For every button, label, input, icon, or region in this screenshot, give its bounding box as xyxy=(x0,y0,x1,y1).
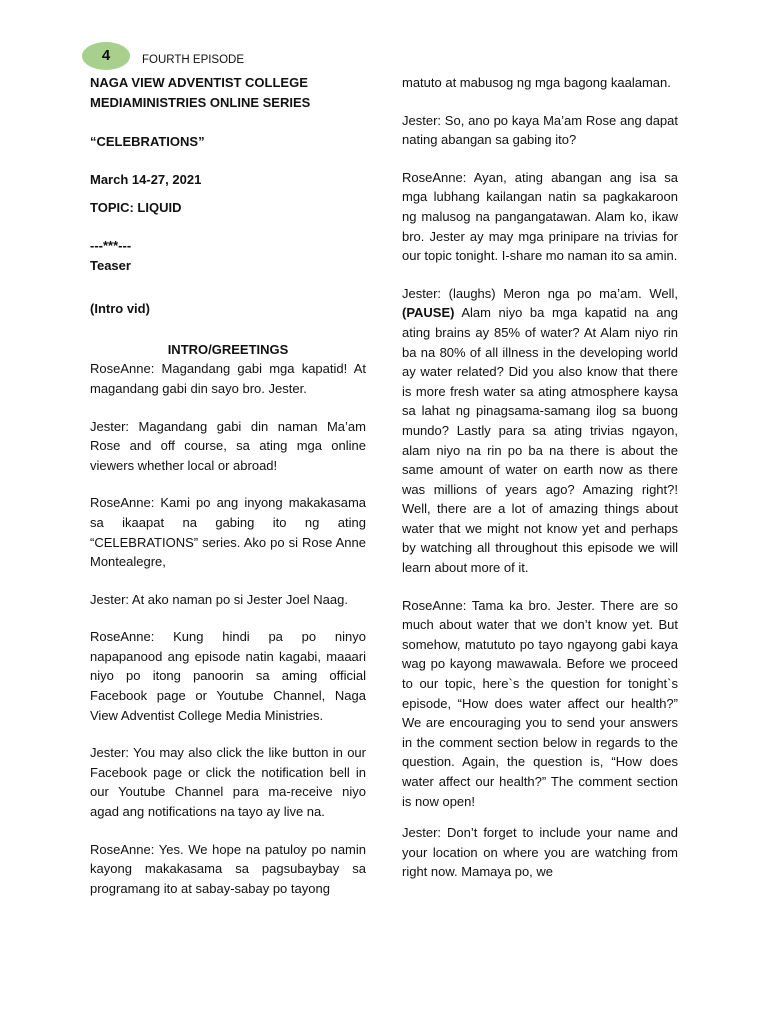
org-line-1: NAGA VIEW ADVENTIST COLLEGE xyxy=(90,75,308,90)
date: March 14-27, 2021 xyxy=(90,171,202,187)
teaser: Teaser xyxy=(90,257,131,273)
section-heading: INTRO/GREETINGS xyxy=(167,341,289,357)
dialogue-paragraph: RoseAnne: Kami po ang inyong makakasama sa ikaapat na gabing ito ng ating “CELEBRATIONS” series. Ako po si Rose Anne Montealegre, xyxy=(90,495,366,570)
dialogue-paragraph: Jester: Magandang gabi din naman Ma’am Rose and off course, sa ating mga online viewers whether local or abroad! xyxy=(90,418,366,473)
dialogue-paragraph: Jester: At ako naman po si Jester Joel Naag. xyxy=(90,591,348,607)
dialogue-paragraph: matuto at mabusog ng mga bagong kaalaman. xyxy=(402,75,671,90)
dialogue-paragraph xyxy=(402,284,678,578)
org-line-2: MEDIAMINISTRIES ONLINE SERIES xyxy=(90,94,311,110)
dialogue-paragraph: RoseAnne: Magandang gabi mga kapatid! At magandang gabi din sayo bro. Jester. xyxy=(90,361,366,396)
intro-vid: (Intro vid) xyxy=(90,301,150,317)
dialogue-paragraph: Jester: You may also click the like button in our Facebook page or click the notification bell in our Youtube Channel para ma-receive niyo agad ang notifications na tayo ay live na. xyxy=(90,745,366,820)
dialogue-paragraph: Jester: So, ano po kaya Ma’am Rose ang dapat nating abangan sa gabing ito? xyxy=(402,112,678,148)
separator: ---***--- xyxy=(90,237,132,253)
dialogue-paragraph: RoseAnne: Yes. We hope na patuloy po namin kayong makakasama sa pagsubaybay sa programang ito at sabay-sabay po tayong xyxy=(90,841,366,896)
pause-cue: (PAUSE) xyxy=(402,305,455,321)
dialogue-paragraph: RoseAnne: Tama ka bro. Jester. There are so much about water that we don’t know yet. But somehow, matututo po tayo ngayong gabi kaya wag po kayong mawawala. Before we proceed to our topic, here`s the question for tonight`s episode, “How does water affect our health?” We are encouraging you to send your answers in the comment section below in regards to the question. Again, the question is, “How does water affect our health?” The comment section is now open! xyxy=(402,597,678,809)
dialogue-paragraph: RoseAnne: Ayan, ating abangan ang isa sa mga lubhang kailangan natin sa pagkakaroon ng malusog na pangangatawan. Alam ko, ikaw bro. Jester ay may mga prinipare na trivias for our topic tonight. I-share mo naman ito sa amin. xyxy=(402,169,678,264)
topic: TOPIC: LIQUID xyxy=(90,200,182,216)
episode-badge: 4 xyxy=(82,42,130,70)
series-title: “CELEBRATIONS” xyxy=(90,134,205,150)
right-column xyxy=(402,73,678,882)
left-column xyxy=(90,73,366,898)
speaker-line-start: Jester: (laughs) Meron nga po ma’am. Well, xyxy=(402,285,678,301)
episode-label: FOURTH EPISODE xyxy=(142,54,245,66)
dialogue-paragraph: Jester: Don’t forget to include your name and your location on where you are watching from right now. Mamaya po, we xyxy=(402,825,678,880)
speaker-line-rest: Alam niyo ba mga kapatid na ang ating brains ay 85% of water? At Alam niyo rin ba na 80% of all illness in the developing world ay water related? Did you also know that there is more fresh water sa ating atmosphere kaysa sa lahat ng pinagsama-samang ilog sa buong mundo? Lastly para sa ating trivias ngayon, alam niyo na rin po ba na there is about the same amount of water on earth now as there was millions of years ago? Amazing right?! Well, there are a lot of amazing things about water that we might not know yet and perhaps by watching all throughout this episode we will learn about more of it. xyxy=(402,305,678,576)
dialogue-paragraph: RoseAnne: Kung hindi pa po ninyo napapanood ang episode natin kagabi, maaari niyo po itong panoorin sa aming official Facebook page or Youtube Channel, Naga View Adventist College Media Ministries. xyxy=(90,629,366,723)
